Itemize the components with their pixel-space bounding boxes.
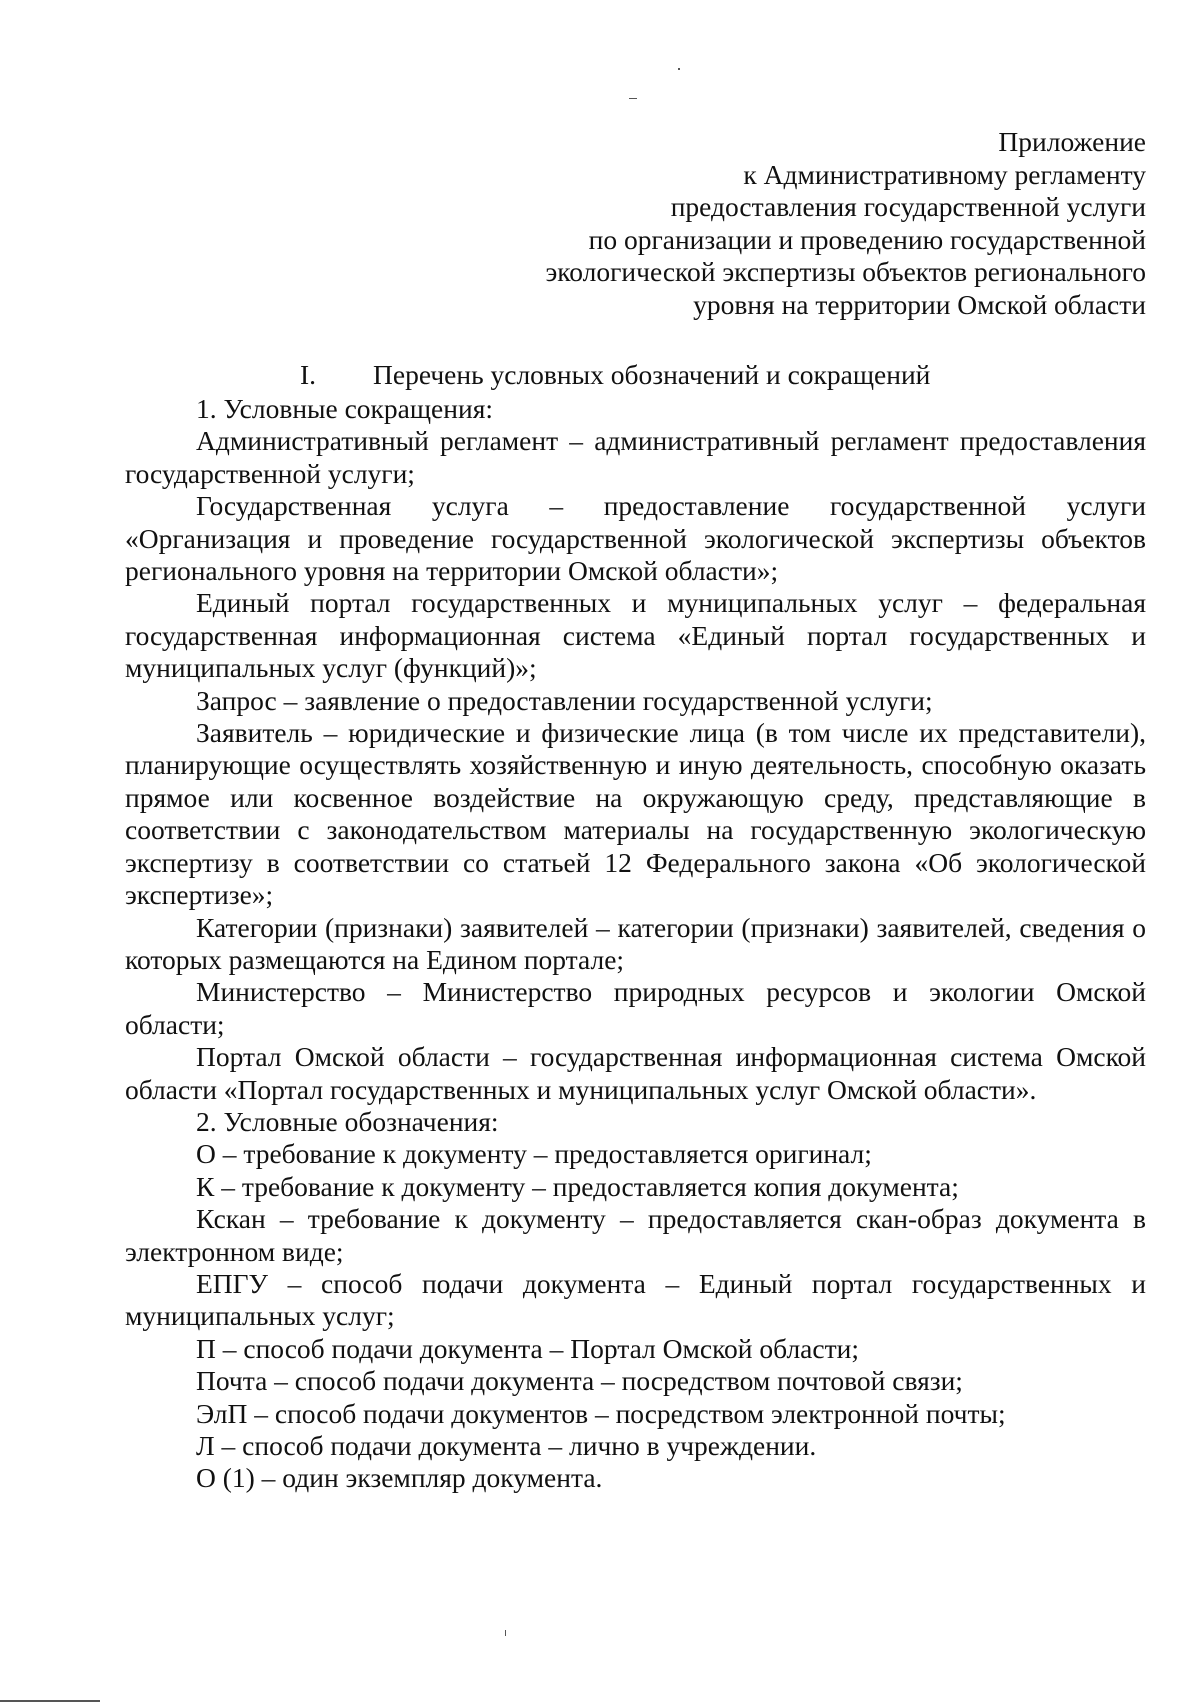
definition-paragraph: Портал Омской области – государственная информационная система Омской области «Портал государственных и муниципальных услуг Омской области». [125,1041,1146,1105]
definition-paragraph: Государственная услуга – предоставление государственной услуги «Организация и проведение государственной экологической экспертизы объектов регионального уровня на территории Омской области»; [125,490,1146,587]
appendix-header-line: предоставления государственной услуги [670,191,1146,222]
notation-paragraph: ЭлП – способ подачи документов – посредством электронной почты; [196,1397,1006,1429]
document-body [125,359,1146,1495]
scan-speck [678,68,680,70]
definition-paragraph: Министерство – Министерство природных ресурсов и экологии Омской области; [125,976,1146,1040]
scan-speck [629,98,637,99]
notation-paragraph: ЕПГУ – способ подачи документа – Единый портал государственных и муниципальных услуг; [125,1267,1146,1332]
appendix-header-line: уровня на территории Омской области [693,288,1146,320]
notation-paragraph: Кскан – требование к документу – предоставляется скан-образ документа в электронном виде; [125,1203,1146,1267]
notation-paragraph: К – требование к документу – предоставляется копия документа; [196,1170,959,1202]
scan-speck [505,1630,506,1636]
definition-paragraph: Категории (признаки) заявителей – категории (признаки) заявителей, сведения о которых размещаются на Едином портале; [125,911,1146,975]
subsection-title: 1. Условные сокращения: [196,393,493,424]
appendix-header-line: по организации и проведению государственной [588,223,1146,255]
section-heading [125,359,1146,391]
definition-paragraph: Заявитель – юридические и физические лица (в том числе их представители), планирующие осуществлять хозяйственную и иную деятельность, способную оказать прямое или косвенное воздействие на окружающую среду, представляющие в соответствии с законодательством материалы на государственную экологическую экспертизу в соответствии со статьей 12 Федерального закона «Об экологической экспертизе»; [125,717,1146,911]
notation-paragraph: Почта – способ подачи документа – посредством почтовой связи; [196,1365,963,1397]
appendix-header-line: к Административному регламенту [743,158,1146,190]
definition-paragraph: Запрос – заявление о предоставлении государственной услуги; [196,684,933,716]
definition-paragraph: Административный регламент – административный регламент предоставления государственной услуги; [125,425,1146,489]
appendix-header-line: экологической экспертизы объектов регионального [545,256,1146,287]
notation-paragraph: О (1) – один экземпляр документа. [196,1462,603,1494]
scan-speck [0,1700,100,1702]
notation-paragraph: П – способ подачи документа – Портал Омской области; [196,1332,859,1364]
section-title: Перечень условных обозначений и сокращений [373,359,931,390]
section-number: I. [300,359,317,390]
definition-paragraph: Единый портал государственных и муниципальных услуг – федеральная государственная информационная система «Единый портал государственных и муниципальных услуг (функций)»; [125,587,1146,684]
appendix-header-line: Приложение [998,126,1146,157]
notation-paragraph: Л – способ подачи документа – лично в учреждении. [196,1430,817,1461]
notation-paragraph: О – требование к документу – предоставляется оригинал; [196,1138,872,1170]
appendix-header [120,126,1146,321]
subsection-title: 2. Условные обозначения: [196,1105,499,1137]
